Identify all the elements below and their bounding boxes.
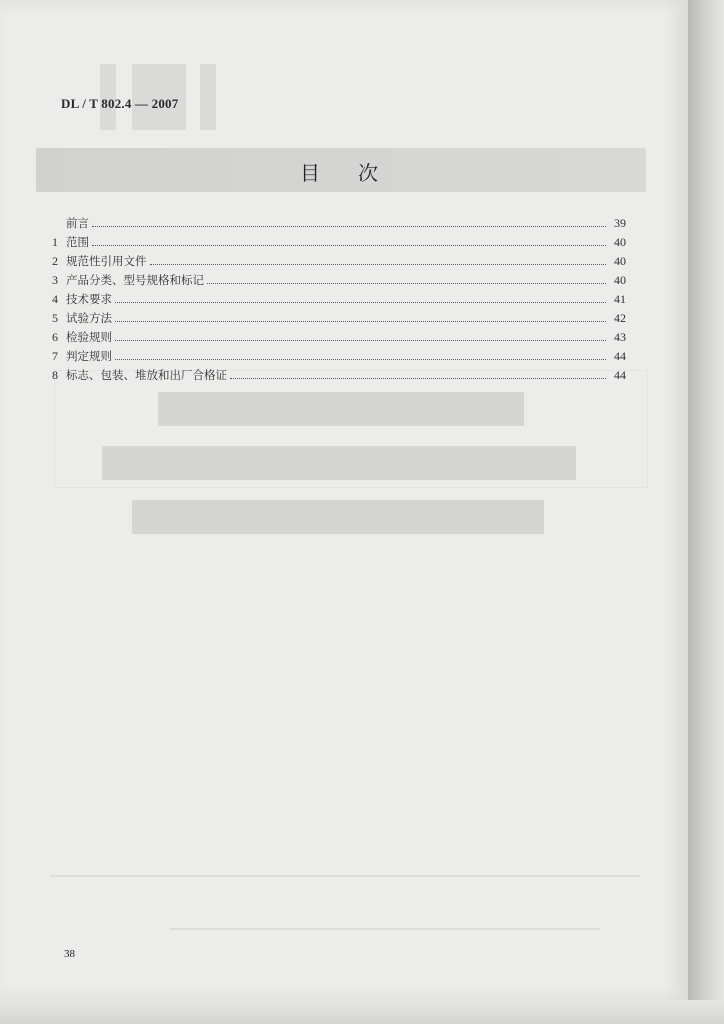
toc-entry-number: 1 — [52, 235, 58, 249]
toc-entry[interactable] — [52, 214, 626, 233]
dot-leader — [115, 321, 606, 322]
toc-entry[interactable] — [52, 347, 626, 366]
toc-entry-number: 5 — [52, 311, 58, 325]
toc-entry[interactable] — [52, 271, 626, 290]
toc-entry-label: 范围 — [66, 235, 89, 249]
toc-entry-label: 技术要求 — [66, 292, 112, 306]
toc-entry-page: 43 — [614, 330, 626, 344]
toc-entry-label: 判定规则 — [66, 349, 112, 363]
table-of-contents — [52, 214, 626, 385]
dot-leader — [207, 283, 606, 284]
toc-entry-label: 检验规则 — [66, 330, 112, 344]
toc-entry-number: 8 — [52, 368, 58, 382]
dot-leader — [150, 264, 607, 265]
toc-entry-page: 40 — [614, 235, 626, 249]
toc-entry-page: 44 — [614, 368, 626, 382]
show-through-divider-1 — [50, 875, 640, 877]
page-number: 38 — [64, 948, 75, 960]
toc-entry-page: 40 — [614, 273, 626, 287]
dot-leader — [115, 340, 606, 341]
show-through-title-line-1 — [158, 392, 524, 426]
toc-entry-page: 42 — [614, 311, 626, 325]
toc-entry-number: 3 — [52, 273, 58, 287]
show-through-title-line-3 — [132, 500, 544, 534]
toc-entry[interactable] — [52, 233, 626, 252]
dot-leader — [115, 359, 606, 360]
toc-title-left: 目 — [300, 161, 320, 185]
toc-entry-page: 44 — [614, 349, 626, 363]
toc-entry-label: 试验方法 — [66, 311, 112, 325]
toc-entry-page: 41 — [614, 292, 626, 306]
toc-entry-label: 产品分类、型号规格和标记 — [66, 273, 204, 287]
toc-title — [300, 157, 378, 186]
toc-entry[interactable] — [52, 366, 626, 385]
dot-leader — [92, 245, 606, 246]
dot-leader — [230, 378, 606, 379]
dot-leader — [92, 226, 606, 227]
toc-title-right: 次 — [358, 161, 378, 185]
dot-leader — [115, 302, 606, 303]
toc-entry[interactable] — [52, 309, 626, 328]
toc-entry[interactable] — [52, 328, 626, 347]
show-through-table — [54, 370, 648, 488]
toc-entry-number: 6 — [52, 330, 58, 344]
toc-entry-label: 标志、包装、堆放和出厂合格证 — [66, 368, 227, 382]
toc-entry-number: 7 — [52, 349, 58, 363]
toc-entry[interactable] — [52, 252, 626, 271]
show-through-divider-2 — [170, 928, 600, 930]
standard-code: DL / T 802.4 — 2007 — [61, 96, 179, 111]
toc-entry-label: 前言 — [66, 216, 89, 230]
toc-entry-number: 2 — [52, 254, 58, 268]
toc-entry-label: 规范性引用文件 — [66, 254, 147, 268]
show-through-title-line-2 — [102, 446, 576, 480]
toc-entry-page: 39 — [614, 216, 626, 230]
page-edge-shadow — [688, 0, 724, 1024]
toc-entry-number: 4 — [52, 292, 58, 306]
toc-entry-page: 40 — [614, 254, 626, 268]
toc-entry[interactable] — [52, 290, 626, 309]
page-bottom-shadow — [0, 1000, 724, 1024]
